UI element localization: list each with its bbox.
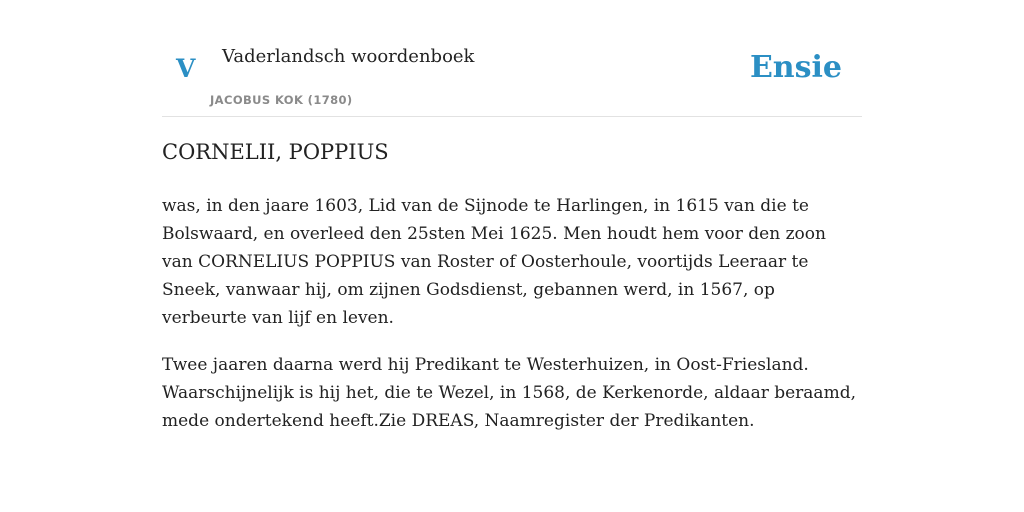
volume-letter: V: [176, 54, 196, 83]
entry-title: CORNELII, POPPIUS: [162, 140, 389, 164]
book-title-link[interactable]: Vaderlandsch woordenboek: [222, 46, 475, 67]
book-header: [162, 38, 862, 117]
book-author: JACOBUS KOK (1780): [210, 93, 353, 107]
entry-paragraph-1: was, in den jaare 1603, Lid van de Sijnode te Harlingen, in 1615 van die te Bolswaard, en overleed den 25sten Mei 1625. Men houdt hem voor den zoon van CORNELIUS POPPIUS van Roster of Oosterhoule, voortijds Leeraar te Sneek, vanwaar hij, om zijnen Godsdienst, gebannen werd, in 1567, op verbeurte van lijf en leven.: [162, 196, 826, 328]
ensie-logo-link[interactable]: Ensie: [749, 50, 842, 85]
entry-body: [162, 192, 862, 454]
entry-paragraph-2: Twee jaaren daarna werd hij Predikant te Westerhuizen, in Oost-Friesland. Waarschijnelijk is hij het, die te Wezel, in 1568, de Kerkenorde, aldaar beraamd, mede ondertekend heeft.Zie DREAS, Naamregister der Predikanten.: [162, 355, 856, 431]
